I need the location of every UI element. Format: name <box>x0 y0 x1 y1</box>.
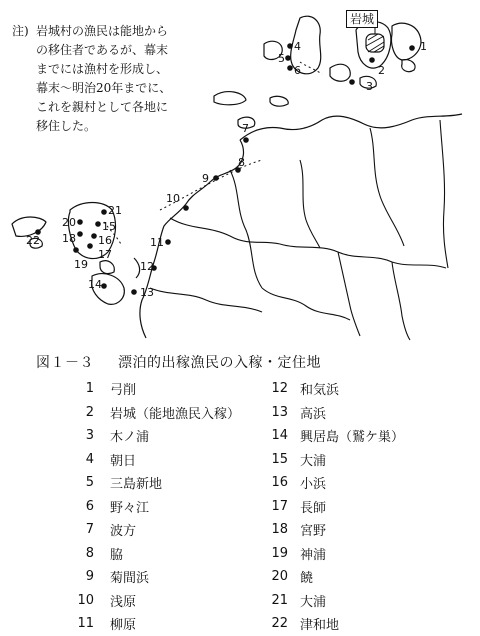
note-line: までには漁村を形成し、 <box>36 62 169 76</box>
location-number-label: 14 <box>88 278 102 291</box>
boundary-line <box>370 128 404 246</box>
legend-row <box>262 424 404 448</box>
iwaki-hatched-marker <box>366 26 384 52</box>
figure-title: 漂泊的出稼漁民の入稼・定住地 <box>118 355 321 371</box>
note-line: 移住した。 <box>36 119 97 133</box>
island-outline <box>100 261 114 274</box>
legend-place-name: 饒 <box>300 571 314 587</box>
legend-row <box>68 401 240 425</box>
location-number-label: 21 <box>108 204 122 217</box>
legend-place-name: 宮野 <box>300 524 327 540</box>
location-dot <box>101 209 107 215</box>
legend-number: 6 <box>85 498 94 514</box>
location-dot <box>349 79 355 85</box>
legend-row <box>68 495 240 519</box>
location-number-label: 16 <box>98 234 112 247</box>
legend-number: 5 <box>85 475 94 491</box>
location-number-label: 18 <box>62 232 76 245</box>
location-number-label: 7 <box>242 122 249 135</box>
legend-place-name: 大浦 <box>300 453 327 469</box>
location-dot <box>409 45 415 51</box>
legend-place-name: 木ノ浦 <box>110 430 150 446</box>
location-dot <box>73 247 79 253</box>
legend-number: 22 <box>271 616 288 632</box>
legend-row <box>68 589 240 613</box>
figure-number: 図１－３ <box>36 355 94 371</box>
legend-number: 20 <box>271 569 288 585</box>
boundary-line <box>338 252 360 336</box>
legend-number: 12 <box>271 381 288 397</box>
island-outline <box>391 23 420 60</box>
legend-place-name: 柳原 <box>110 618 137 634</box>
legend-row <box>262 495 404 519</box>
legend-row <box>262 377 404 401</box>
legend-column-right <box>262 377 404 636</box>
legend-row <box>68 471 240 495</box>
legend-number: 16 <box>271 475 288 491</box>
location-dot <box>213 175 219 181</box>
legend-number: 14 <box>271 428 288 444</box>
note-line: の移住者であるが、幕末 <box>36 43 169 57</box>
legend-place-name: 神浦 <box>300 547 327 563</box>
location-number-label: 13 <box>140 286 154 299</box>
boundary-line <box>440 120 448 268</box>
location-dot <box>243 137 249 143</box>
legend-row <box>262 542 404 566</box>
legend-place-name: 波方 <box>110 524 137 540</box>
legend-number: 1 <box>85 381 94 397</box>
legend-place-name: 長師 <box>300 500 327 516</box>
legend-number: 15 <box>271 451 288 467</box>
legend-row <box>68 424 240 448</box>
location-number-label: 3 <box>366 80 373 93</box>
legend-place-name: 野々江 <box>110 500 150 516</box>
note-block <box>12 22 246 136</box>
legend-place-name: 朝日 <box>110 453 137 469</box>
legend-row <box>68 612 240 636</box>
location-number-label: 12 <box>140 260 154 273</box>
location-dot <box>77 231 83 237</box>
location-dot <box>287 43 293 49</box>
legend-row <box>262 518 404 542</box>
legend-row <box>68 542 240 566</box>
note-line: 岩城村の漁民は能地から <box>36 24 169 38</box>
location-number-label: 6 <box>294 64 301 77</box>
island-outline <box>402 60 415 72</box>
legend-number: 18 <box>271 522 288 538</box>
location-dot <box>369 57 375 63</box>
legend-place-name: 高浜 <box>300 406 327 422</box>
legend-place-name: 岩城（能地漁民入稼） <box>110 406 241 422</box>
boundary-line <box>300 160 320 248</box>
legend-number: 4 <box>85 451 94 467</box>
legend-place-name: 興居島（鷲ケ巣） <box>300 430 405 446</box>
legend-place-name: 大浦 <box>300 594 327 610</box>
legend-number: 3 <box>85 428 94 444</box>
legend-number: 13 <box>271 404 288 420</box>
legend-number: 10 <box>77 592 94 608</box>
island-outline <box>270 96 288 106</box>
location-number-label: 20 <box>62 216 76 229</box>
boundary-line <box>230 170 262 288</box>
legend-place-name: 和気浜 <box>300 383 340 399</box>
mainland-coast <box>134 258 140 278</box>
legend-row <box>68 565 240 589</box>
legend-number: 17 <box>271 498 288 514</box>
legend-number: 7 <box>85 522 94 538</box>
location-number-label: 9 <box>202 172 209 185</box>
note-line: 幕末～明治20年までに、 <box>36 81 172 95</box>
location-number-label: 4 <box>294 40 301 53</box>
location-number-label: 15 <box>102 220 116 233</box>
legend-number: 2 <box>85 404 94 420</box>
location-number-label: 5 <box>278 52 285 65</box>
location-dot <box>77 219 83 225</box>
legend-column-left <box>68 377 240 636</box>
note-line: これを親村として各地に <box>36 100 169 114</box>
legend-row <box>262 565 404 589</box>
boundary-line <box>300 62 322 74</box>
note-prefix: 注) <box>12 24 29 38</box>
location-number-label: 19 <box>74 258 88 271</box>
legend-row <box>262 612 404 636</box>
mainland-coast <box>240 114 462 140</box>
legend-row <box>262 589 404 613</box>
location-number-label: 17 <box>98 248 112 261</box>
legend-place-name: 弓削 <box>110 383 137 399</box>
location-number-label: 22 <box>26 234 40 247</box>
location-dot <box>183 205 189 211</box>
island-outline <box>330 64 350 81</box>
location-dot <box>95 221 101 227</box>
location-dot <box>131 289 137 295</box>
location-dot <box>285 55 291 61</box>
legend-place-name: 小浜 <box>300 477 327 493</box>
boundary-line <box>262 288 350 320</box>
location-dot <box>287 65 293 71</box>
legend-number: 19 <box>271 545 288 561</box>
location-number-label: 1 <box>420 40 427 53</box>
location-number-label: 2 <box>378 64 385 77</box>
legend-number: 21 <box>271 592 288 608</box>
legend-row <box>262 401 404 425</box>
location-dot <box>101 283 107 289</box>
legend-number: 8 <box>85 545 94 561</box>
legend-number: 9 <box>85 569 94 585</box>
location-dot <box>165 239 171 245</box>
legend-place-name: 津和地 <box>300 618 340 634</box>
legend-row <box>262 448 404 472</box>
legend-row <box>68 377 240 401</box>
boundary-line <box>150 288 262 312</box>
legend-row <box>262 471 404 495</box>
boundary-line <box>170 218 280 244</box>
legend-place-name: 浅原 <box>110 594 137 610</box>
boundary-line <box>280 244 446 268</box>
legend-place-name: 脇 <box>110 547 124 563</box>
iwaki-callout-label: 岩城 <box>346 10 378 28</box>
figure-caption <box>36 352 321 372</box>
location-number-label: 10 <box>166 192 180 205</box>
legend-row <box>68 518 240 542</box>
location-number-label: 8 <box>238 156 245 169</box>
location-dot <box>91 233 97 239</box>
legend-number: 11 <box>77 616 94 632</box>
legend-place-name: 菊間浜 <box>110 571 150 587</box>
location-dot <box>87 243 93 249</box>
boundary-line <box>392 262 410 340</box>
legend-row <box>68 448 240 472</box>
location-number-label: 11 <box>150 236 164 249</box>
legend-place-name: 三島新地 <box>110 477 163 493</box>
